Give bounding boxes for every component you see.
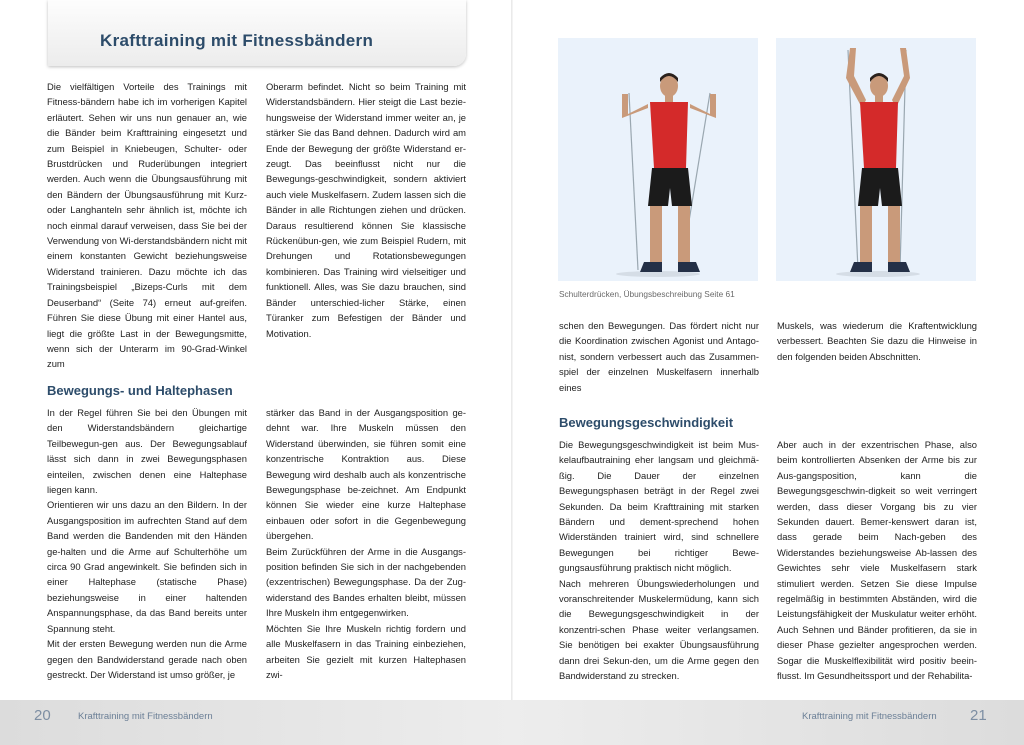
right-col2-text xyxy=(777,318,977,364)
photo-start-position xyxy=(558,38,758,281)
left-col4-text xyxy=(266,405,466,682)
page-number-left: 20 xyxy=(34,707,51,724)
paragraph: Möchten Sie Ihre Muskeln richtig fordern und alle Muskelfasern in das Training einbeziehen, arbeiten Sie gezielt mit kurzen Haltephasen zwi- xyxy=(266,622,466,680)
paragraph: Mit der ersten Bewegung werden nun die Arme gegen den Bandwiderstand gerade nach oben gestreckt. Der Widerstand ist umso größer, je xyxy=(47,638,247,680)
section-heading-speed: Bewegungsgeschwindigkeit xyxy=(559,415,734,430)
paragraph: In der Regel führen Sie bei den Übungen mit den Widerstandsbändern gleichartige Teilbewegun-gen aus. Der Bewegungsablauf lässt sich dann in zwei Bewegungsphasen einteilen, zwischen denen eine Haltephase liegen kann. xyxy=(47,407,247,496)
paragraph: Die Bewegungsgeschwindigkeit ist beim Mus-kelaufbautraining eher langsam und gleichmä-ßig. Die Dauer der einzelnen Bewegungsphasen beträgt in der Regel zwei Sekunden. Da beim Krafttraining mit starken Bändern und dement-sprechend hohen Widerständen trainiert wird, sind schnellere Bewegungen bei richtiger Bewe-gungsausführung praktisch nicht möglich. xyxy=(559,439,759,574)
athlete-arms-bent-illustration xyxy=(558,38,758,281)
left-col3-text xyxy=(47,405,247,682)
photo-caption: Schulterdrücken, Übungsbeschreibung Seite 61 xyxy=(559,289,735,299)
paragraph: Nach mehreren Übungswiederholungen und voranschreitender Muskelermüdung, kann sich die Bewegungsgeschwindigkeit in der konzentri-schen Phase weiter verlangsamen. Sie benötigen bei exakter Übungsausführung dann drei Sekun-den, um die Arme gegen den Bandwiderstand zu strecken. xyxy=(559,577,759,682)
paragraph: Muskels, was wiederum die Kraftentwicklung verbessert. Beachten Sie dazu die Hinweise in den folgenden beiden Abschnitten. xyxy=(777,320,977,362)
page-number-right: 21 xyxy=(970,707,987,724)
book-gutter xyxy=(511,0,513,700)
footer-title-left: Krafttraining mit Fitnessbändern xyxy=(78,711,213,722)
paragraph: Oberarm befindet. Nicht so beim Training mit Widerstandsbändern. Hier steigt die Last bezie-hungsweise der Widerstand immer weiter an, je stärker Sie das Band dehnen. Dadurch wird am Ende der Bewegung der größte Widerstand er-zeugt. Das beeinflusst nicht nur die Bewegungs-geschwindigkeit, sondern aktiviert auch viele Muskelfasern. Zudem lassen sich die Bänder in alle Richtungen ziehen und drücken. Daraus resultierend können Sie klassische Rückenübun-gen, wie zum Beispiel Rudern, mit Drehungen und Rotationsbewegungen kombinieren. Das Training wird vielseitiger und funktionell. Alles, was Sie dazu brauchen, sind Bänder unterschied-licher Stärke, einen Türanker zum Befestigen der Bänder und Motivation. xyxy=(266,81,466,339)
section-heading-phases: Bewegungs- und Haltephasen xyxy=(47,383,233,398)
paragraph: Die vielfältigen Vorteile des Trainings mit Fitness-bändern habe ich im vorherigen Kapitel erläutert. Sehen wir uns nun genauer an, wie die Bänder beim Krafttraining eingesetzt und zum Beispiel in Kniebeugen, Schulter- oder Brustdrücken und Ruderübungen integriert werden. Auch wenn die Übungsausführung mit den Bändern der Übungsausführung mit Kurz- oder Langhanteln sehr ähnlich ist, möchte ich noch einmal darauf verweisen, dass Sie bei der Verwendung von Wi-derstandsbändern nicht mit einem konstanten Gewicht beziehungsweise Widerstand trainieren. Dazu möchte ich das Trainingsbeispiel „Bizeps-Curls mit dem Deuserband“ (Seite 74) erneut auf-greifen. Führen Sie diese Übung mit einer Hantel aus, liegt die größte Last in der Bewegungsmitte, wenn sich der Unterarm im 90-Grad-Winkel zum xyxy=(47,81,247,370)
footer-left-band xyxy=(0,700,512,745)
photo-end-position xyxy=(776,38,976,281)
paragraph: stärker das Band in der Ausgangsposition ge-dehnt war. Ihre Muskeln müssen den Widerstand überwinden, sie führen somit eine konzentrische Kontraktion aus. Diese Bewegung wird deshalb auch als konzentrische Bewegungsphase be-zeichnet. Am Endpunkt können Sie wieder eine kurze Haltephase einbauen oder sofort in die Gegenbewegung übergehen. xyxy=(266,407,466,542)
right-col1-text xyxy=(559,318,759,395)
paragraph: Beim Zurückführen der Arme in die Ausgangs-position befinden Sie sich in der nachgebenden (exzentrischen) Bewegungsphase. Da der Zug-widerstand des Bandes erhalten bleibt, müssen Ihre Muskeln ihm entgegenwirken. xyxy=(266,545,466,619)
right-col3-text xyxy=(559,437,759,684)
paragraph: schen den Bewegungen. Das fördert nicht nur die Koordination zwischen Agonist und Antago-nist, sondern verbessert auch das Zusammen-spiel der einzelnen Muskelfasern innerhalb eines xyxy=(559,320,759,393)
chapter-title: Krafttraining mit Fitnessbändern xyxy=(100,31,374,50)
left-col2-text xyxy=(266,79,466,341)
paragraph: Aber auch in der exzentrischen Phase, also beim kontrollierten Absenken der Arme bis zur Aus-gangsposition, kann die Bewegungsgeschwin-digkeit so weit verringert werden, dass dieser Vorgang bis zu vier Sekunden dauert. Bemer-kenswert daran ist, dass gerade beim Nach-geben des Widerstandes beziehungsweise Ab-lassen des Gewichtes sehr viele Muskelfasern stark stimuliert werden. Setzen Sie diese Impulse regelmäßig in bestimmten Abständen, wird die Leistungsfähigkeit der Muskulatur weiter erhöht. Auch Sehnen und Bänder profitieren, da sie in dieser Phase gezielter angesprochen werden. Sogar die Muskelflexibilität wird positiv beein-flusst. Im Gesundheitssport und der Rehabilita- xyxy=(777,439,977,682)
left-col1-text xyxy=(47,79,247,372)
footer-title-right: Krafttraining mit Fitnessbändern xyxy=(802,711,937,722)
paragraph: Orientieren wir uns dazu an den Bildern. In der Ausgangsposition im aufrechten Stand auf dem Band werden die Bandenden mit den Händen ge-halten und die Arme auf Schulterhöhe um circa 90 Grad angewinkelt. Sie befinden sich in einer Haltephase (statische Phase) beziehungsweise in einer haltenden Anspannungsphase, da das Band bereits unter Spannung steht. xyxy=(47,499,247,634)
page-footer xyxy=(0,700,1024,745)
right-col4-text xyxy=(777,437,977,684)
footer-right-band xyxy=(512,700,1024,745)
athlete-arms-extended-illustration xyxy=(776,38,976,281)
